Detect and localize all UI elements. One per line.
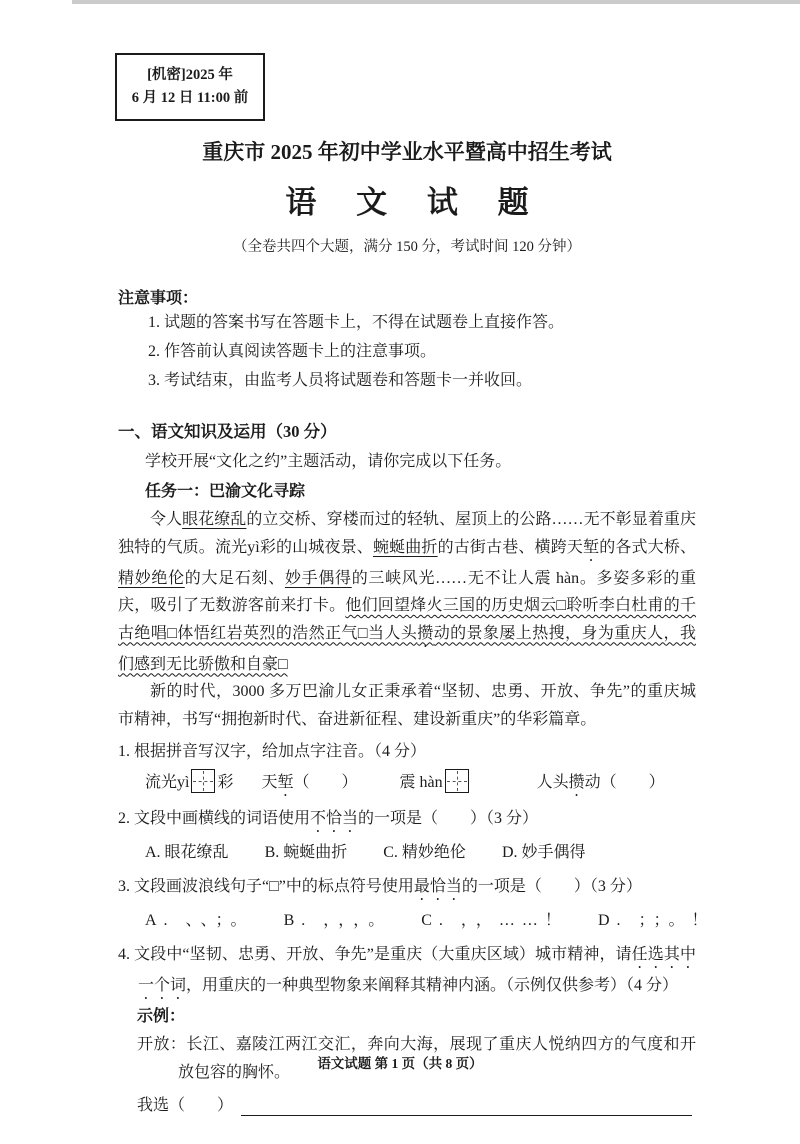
section1-heading: 一、语文知识及运用（30 分）: [118, 422, 337, 441]
passage-paragraph-1: [118, 506, 696, 678]
text-segment: 动（ ）: [584, 774, 665, 791]
writing-grid-box: [445, 769, 469, 793]
page-footer: 语文试题 第 1 页（共 8 页）: [317, 1056, 483, 1071]
text-segment: 堑: [277, 774, 294, 791]
example-label: 示例：: [137, 1008, 186, 1025]
text-segment: 不恰当: [310, 810, 359, 827]
text-segment: 的三峡风光……无不让人震 hàn。多姿多彩的重庆，吸引了无数游客前来打卡。: [118, 569, 696, 614]
question-3-options: [118, 906, 715, 936]
secrecy-line-2: 6 月 12 日 11:00 前: [131, 90, 249, 106]
text-segment: 的一项是（ ）（3 分）: [358, 810, 539, 827]
text-segment: 堑: [583, 538, 600, 556]
text-segment: 他们回望烽火三国的历史烟云□聆听李白杜甫的千古绝唱□体悟红岩英烈的浩然正气□当人头: [118, 597, 696, 642]
text-segment: （ ）: [293, 774, 358, 791]
text-segment: 的古街古巷、横跨天: [437, 538, 584, 556]
answer-line: [137, 1091, 696, 1121]
section1-intro: 学校开展“文化之约”主题活动，请你完成以下任务。: [145, 453, 512, 470]
text-segment: 攒: [417, 624, 434, 642]
text-segment: 动的景象屡上热搜，身为重庆人，我们感到无比骄傲和自豪□: [118, 624, 696, 673]
answer-option: B. 蜿蜒曲折: [264, 844, 348, 861]
pinyin-item: [400, 768, 471, 800]
notes-heading: 注意事项：: [118, 290, 199, 307]
question-1-stem: 1. 根据拼音写汉字，给加点字注音。（4 分）: [118, 743, 427, 760]
text-segment: 4. 文段中“坚韧、忠勇、开放、争先”是重庆（大重庆区域）城市精神，请: [118, 946, 632, 963]
answer-prefix: 我选（ ）: [137, 1097, 234, 1114]
notes-block: [118, 285, 696, 395]
answer-option: D. 妙手偶得: [501, 844, 586, 861]
question-3: [118, 873, 715, 936]
question-2: [118, 805, 696, 868]
text-segment: 妙手偶得: [284, 569, 352, 587]
text-segment: 彩: [217, 774, 234, 791]
pinyin-item: [537, 768, 665, 800]
answer-option: C. 精妙绝伦: [383, 844, 466, 861]
note-item: 1. 试题的答案书写在答题卡上，不得在试题卷上直接作答。: [148, 314, 565, 331]
text-segment: 最恰当: [413, 878, 462, 895]
notes-list: [118, 308, 696, 395]
secrecy-stamp-box: [115, 53, 265, 121]
text-segment: 流光yì: [145, 774, 190, 791]
text-segment: 的一项是（ ）（3 分）: [461, 878, 642, 895]
answer-option: C. ，，……！: [421, 912, 568, 929]
note-item: 2. 作答前认真阅读答题卡上的注意事项。: [148, 343, 437, 360]
answer-blank-line: [241, 1091, 692, 1116]
question-4-stem: [118, 941, 696, 1003]
text-segment: ，用重庆的一种典型物象来阐释其精神内涵。（示例仅供参考）（4 分）: [186, 977, 679, 994]
subject-title: 语 文 试 题: [285, 185, 545, 220]
task1-heading: 任务一：巴渝文化寻踪: [145, 483, 306, 500]
answer-option: D. ；；。！: [597, 912, 715, 929]
text-segment: 的立交桥、穿楼而过的轻轨、屋顶上的公路……无不彰显着重庆独特的气质。流光yì彩的山城夜景、: [118, 511, 696, 556]
text-segment: 令人: [150, 511, 183, 528]
text-segment: 2. 文段中画横线的词语使用: [118, 810, 311, 827]
question-3-stem: [118, 873, 696, 904]
exam-info: （全卷共四个大题，满分 150 分，考试时间 120 分钟）: [233, 239, 581, 255]
text-segment: 蜿蜒曲折: [372, 538, 438, 556]
writing-grid-box: [191, 769, 215, 793]
answer-option: B. ，，，。: [283, 912, 392, 929]
text-segment: 震 hàn: [399, 774, 443, 791]
pinyin-item: [261, 768, 357, 800]
answer-option: A. 、、；。: [145, 912, 254, 929]
scan-edge-shadow: [72, 0, 800, 4]
answer-option: A. 眼花缭乱: [145, 844, 229, 861]
text-segment: 攒: [568, 774, 585, 791]
text-segment: 任选其中一个词: [138, 946, 696, 994]
exam-title: 重庆市 2025 年初中学业水平暨高中招生考试: [202, 140, 612, 164]
passage-paragraph-2: 新的时代，3000 多万巴渝儿女正秉承着“坚韧、忠勇、开放、争先”的重庆城市精神，书写“拥抱新时代、奋进新征程、建设新重庆”的华彩篇章。: [118, 683, 696, 728]
text-segment: 的大足石刻、: [184, 569, 285, 587]
text-segment: 眼花缭乱: [182, 511, 247, 528]
text-segment: 天: [261, 774, 278, 791]
page-content: [118, 130, 715, 1121]
example-text: 开放：长江、嘉陵江两江交汇，奔向大海，展现了重庆人悦纳四方的气度和开放包容的胸怀。: [137, 1036, 696, 1081]
question-2-stem: [118, 805, 696, 836]
secrecy-line-1: [机密]2025 年: [147, 66, 233, 83]
text-segment: 精妙绝伦: [118, 569, 185, 587]
text-segment: 3. 文段画波浪线句子“□”中的标点符号使用: [118, 878, 414, 895]
text-segment: 人头: [536, 774, 569, 791]
question-1: [118, 738, 696, 800]
pinyin-item: [145, 768, 233, 800]
question-4: [118, 941, 696, 1121]
question-1-items: [118, 768, 696, 800]
text-segment: 的各式大桥、: [599, 538, 696, 556]
note-item: 3. 考试结束，由监考人员将试题卷和答题卡一并收回。: [148, 372, 533, 389]
question-2-options: [118, 838, 696, 868]
